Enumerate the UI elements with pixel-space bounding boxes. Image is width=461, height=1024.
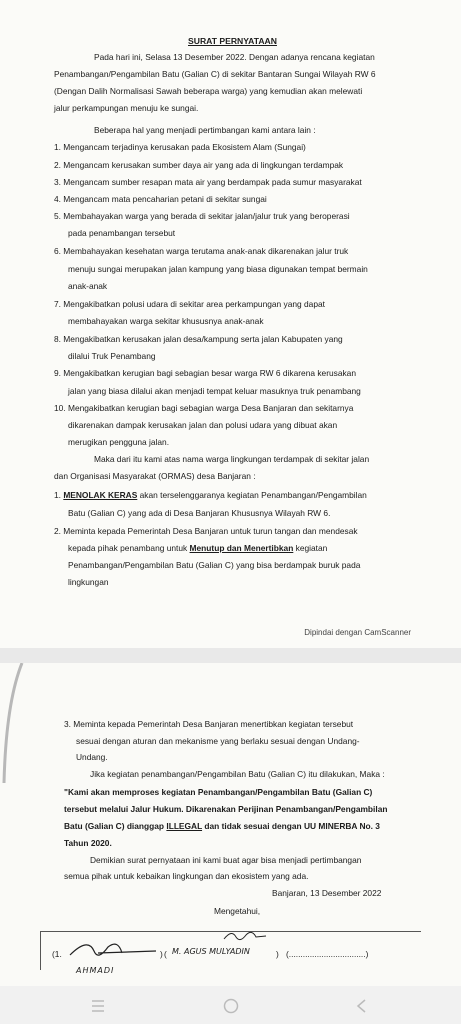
consideration-item: 5. Membahayakan warga yang berada di sekitar jalan/jalur truk yang beroperasi bbox=[54, 211, 350, 221]
signature-1-open: (1. bbox=[52, 949, 62, 959]
demand-2-line1: 2. Meminta kepada Pemerintah Desa Banjaran untuk turun tangan dan mendesak bbox=[54, 526, 358, 536]
consideration-item: 1. Mengancam terjadinya kerusakan pada Ekosistem Alam (Sungai) bbox=[54, 142, 306, 152]
demand-2-text-end: kegiatan bbox=[293, 543, 328, 553]
signature-1-mark bbox=[68, 935, 158, 963]
demand-2-text: kepada pihak penambang untuk bbox=[68, 543, 190, 553]
demand-1-line2: Batu (Galian C) yang ada di Desa Banjaran Khususnya Wilayah RW 6. bbox=[68, 508, 331, 518]
consideration-item: membahayakan warga sekitar khususnya anak-anak bbox=[68, 316, 264, 326]
closing-line: semua pihak untuk kebaikan lingkungan dan ekosistem yang ada. bbox=[64, 871, 309, 881]
recent-apps-icon[interactable] bbox=[88, 998, 108, 1014]
consideration-item: 10. Mengakibatkan kerugian bagi sebagian warga Desa Banjaran dan sekitarnya bbox=[54, 403, 354, 413]
legal-line bbox=[64, 821, 380, 831]
consideration-item: menuju sungai merupakan jalan kampung yang biasa digunakan tempat bermain bbox=[68, 264, 368, 274]
intro-line: (Dengan Dalih Normalisasi Sawah beberapa warga) yang kemudian akan melewati bbox=[54, 86, 363, 96]
intro-line: jalur perkampungan menuju ke sungai. bbox=[54, 103, 199, 113]
consideration-item: 2. Mengancam kerusakan sumber daya air yang ada di lingkungan terdampak bbox=[54, 160, 344, 170]
consideration-item: anak-anak bbox=[68, 281, 108, 291]
legal-line: "Kami akan memproses kegiatan Penambangan/Pengambilan Batu (Galian C) bbox=[64, 787, 373, 797]
back-icon[interactable] bbox=[352, 998, 372, 1014]
consideration-item: 7. Mengakibatkan polusi udara di sekitar area perkampungan yang dapat bbox=[54, 299, 325, 309]
system-navigation-bar bbox=[0, 986, 461, 1024]
illegal-emphasis: ILLEGAL bbox=[166, 821, 203, 831]
demand-2-emphasis: Menutup dan Menertibkan bbox=[189, 543, 294, 553]
demand-1-emphasis: MENOLAK KERAS bbox=[63, 490, 138, 500]
legal-text-end: dan tidak sesuai dengan UU MINERBA No. 3 bbox=[202, 821, 380, 831]
consideration-item: 6. Membahayakan kesehatan warga terutama anak-anak dikarenakan jalur truk bbox=[54, 246, 349, 256]
acknowledged-label: Mengetahui, bbox=[214, 906, 261, 916]
demand-3-line1: 3. Meminta kepada Pemerintah Desa Banjaran menertibkan kegiatan tersebut bbox=[64, 719, 354, 729]
demand-3-line3: Undang. bbox=[76, 752, 108, 762]
page-curl-shadow bbox=[0, 663, 40, 803]
consideration-item: merugikan pengguna jalan. bbox=[68, 437, 170, 447]
signature-1-name: AHMADI bbox=[76, 966, 115, 975]
consideration-item: dikarenakan dampak kerusakan jalan dan polusi udara yang dibuat akan bbox=[68, 420, 338, 430]
signature-2-open: ( bbox=[164, 949, 167, 959]
closing-line: Demikian surat pernyataan ini kami buat agar bisa menjadi pertimbangan bbox=[90, 855, 362, 865]
legal-line: Tahun 2020. bbox=[64, 838, 112, 848]
legal-text: Batu (Galian C) dianggap bbox=[64, 821, 167, 831]
demand-2-line3: Penambangan/Pengambilan Batu (Galian C) yang bisa berdampak buruk pada bbox=[68, 560, 361, 570]
considerations-lead: Beberapa hal yang menjadi pertimbangan kami antara lain : bbox=[94, 125, 316, 135]
signature-3-blank: (.................................) bbox=[286, 949, 369, 959]
intro-line: Pada hari ini, Selasa 13 Desember 2022. Dengan adanya rencana kegiatan bbox=[94, 52, 375, 62]
consideration-item: 4. Mengancam mata pencaharian petani di sekitar sungai bbox=[54, 194, 267, 204]
signature-2-name: M. AGUS MULYADIN bbox=[172, 947, 250, 956]
consideration-item: 3. Mengancam sumber resapan mata air yang berdampak pada sumur masyarakat bbox=[54, 177, 362, 187]
home-icon[interactable] bbox=[221, 998, 241, 1014]
demand-1-number: 1. bbox=[54, 490, 64, 500]
statement-lead: Maka dari itu kami atas nama warga lingkungan terdampak di sekitar jalan bbox=[94, 454, 370, 464]
demand-3-line2: sesuai dengan aturan dan mekanisme yang berlaku sesuai dengan Undang- bbox=[76, 736, 360, 746]
intro-line: Penambangan/Pengambilan Batu (Galian C) di sekitar Bantaran Sungai Wilayah RW 6 bbox=[54, 69, 376, 79]
demand-1-text: akan terselenggaranya kegiatan Penambangan/Pengambilan bbox=[137, 490, 367, 500]
signature-1-close: ) bbox=[160, 949, 163, 959]
consideration-item: pada penambangan tersebut bbox=[68, 228, 176, 238]
legal-line: tersebut melalui Jalur Hukum. Dikarenakan Perijinan Penambangan/Pengambilan bbox=[64, 804, 388, 814]
camscanner-watermark: Dipindai dengan CamScanner bbox=[304, 628, 411, 637]
demand-1 bbox=[54, 490, 367, 500]
document-title: SURAT PERNYATAAN bbox=[188, 36, 277, 46]
statement-lead: dan Organisasi Masyarakat (ORMAS) desa Banjaran : bbox=[54, 471, 256, 481]
signature-2-mark bbox=[222, 927, 268, 945]
consideration-item: dilalui Truk Penambang bbox=[68, 351, 156, 361]
document-page-2 bbox=[0, 663, 461, 986]
consideration-item: jalan yang biasa dilalui akan menjadi tempat keluar masuknya truk penambang bbox=[68, 386, 361, 396]
consideration-item: 8. Mengakibatkan kerusakan jalan desa/kampung serta jalan Kabupaten yang bbox=[54, 334, 343, 344]
signature-2-close: ) bbox=[276, 949, 279, 959]
condition-line: Jika kegiatan penambangan/Pengambilan Batu (Galian C) itu dilakukan, Maka : bbox=[90, 769, 385, 779]
consideration-item: 9. Mengakibatkan kerugian bagi sebagian besar warga RW 6 dikarena kerusakan bbox=[54, 368, 356, 378]
demand-2-line2 bbox=[68, 543, 327, 553]
demand-2-line4: lingkungan bbox=[68, 577, 109, 587]
place-date: Banjaran, 13 Desember 2022 bbox=[272, 888, 382, 898]
